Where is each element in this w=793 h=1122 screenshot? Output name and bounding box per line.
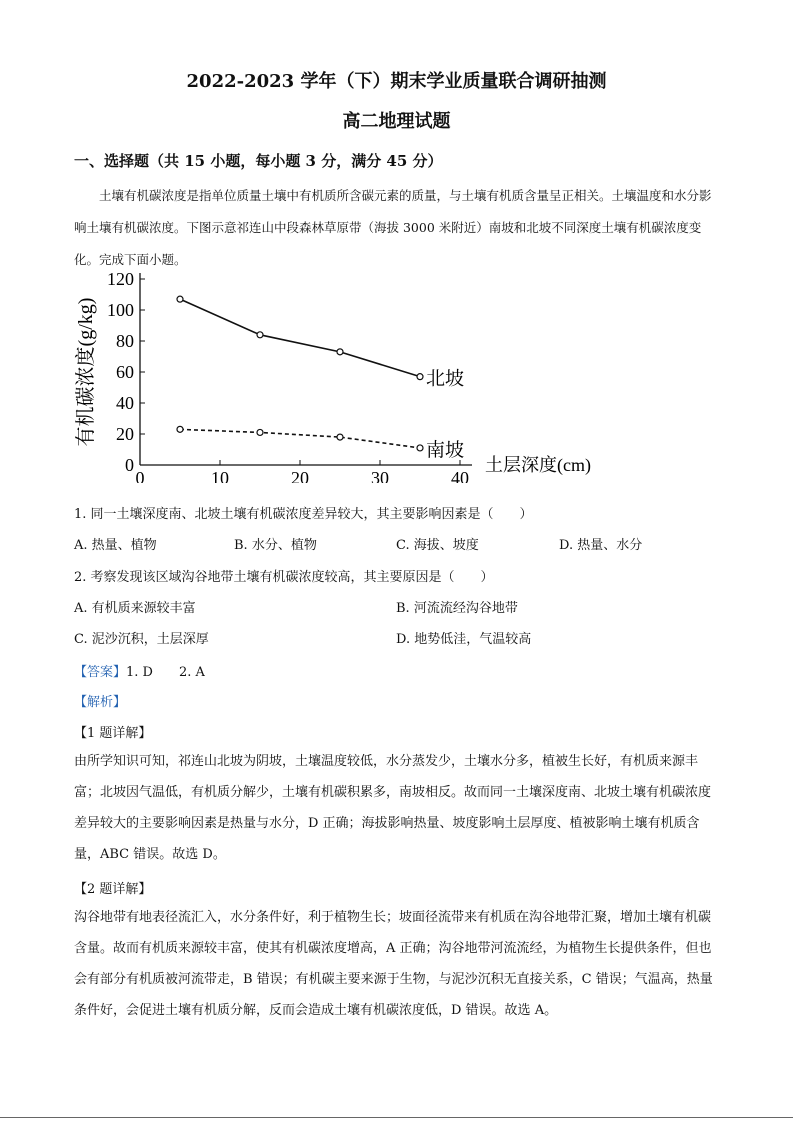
detail1-heading: 【1 题详解】 <box>74 726 152 741</box>
x-axis-label: 土层深度(cm) <box>485 455 591 475</box>
answer-label: 【答案】 <box>74 665 127 680</box>
footer-divider <box>0 1117 793 1118</box>
q1-stem: 1. 同一土壤深度南、北坡土壤有机碳浓度差异较大，其主要影响因素是（ ） <box>74 507 533 522</box>
y-tick-label: 80 <box>116 331 134 351</box>
data-point <box>177 296 183 302</box>
data-point <box>257 332 263 338</box>
data-point <box>417 374 423 380</box>
q1-option-b[interactable]: B. 水分、植物 <box>234 538 317 553</box>
data-point <box>417 445 423 451</box>
data-point <box>337 434 343 440</box>
intro-paragraph: 土壤有机碳浓度是指单位质量土壤中有机质所含碳元素的质量，与土壤有机质含量呈正相关。土壤温度和水分影响土壤有机碳浓度。下图示意祁连山中段森林草原带（海拔 3000 米附近）南坡和北坡不同深度土壤有机碳浓度变化。完成下面小题。 <box>74 188 712 267</box>
q2-option-c[interactable]: C. 泥沙沉积，土层深厚 <box>74 632 209 647</box>
y-tick-label: 20 <box>116 424 134 444</box>
data-point <box>337 349 343 355</box>
detail2-text: 沟谷地带有地表径流汇入，水分条件好，利于植物生长；坡面径流带来有机质在沟谷地带汇聚，增加土壤有机碳含量。故而有机质来源较丰富，使其有机碳浓度增高，A 正确；沟谷地带河流流经，为植物生长提供条件，但也会有部分有机质被河流带走，B 错误；有机碳主要来源于生物，与泥沙沉积无直接关系，C 错误；气温高，热量条件好，会促进土壤有机质分解，反而会造成土壤有机碳浓度低，D 错误。故选 A。 <box>74 910 713 1018</box>
answer-line <box>74 661 205 680</box>
y-tick-label: 40 <box>116 393 134 413</box>
series-label: 南坡 <box>426 439 465 461</box>
data-point <box>257 429 263 435</box>
x-tick-label: 40 <box>451 468 469 483</box>
q1-option-a[interactable]: A. 热量、植物 <box>74 538 157 553</box>
carbon-chart <box>70 268 630 483</box>
page-title: 2022-2023 学年（下）期末学业质量联合调研抽测 <box>186 71 607 92</box>
y-tick-label: 0 <box>125 455 134 475</box>
y-axis-label: 有机碳浓度(g/kg) <box>75 297 97 447</box>
x-tick-label: 0 <box>135 468 145 483</box>
q1-option-c[interactable]: C. 海拔、坡度 <box>396 538 479 553</box>
page-subtitle: 高二地理试题 <box>342 111 451 132</box>
q1-option-d[interactable]: D. 热量、水分 <box>559 538 643 553</box>
series-line-north <box>180 299 420 377</box>
q2-stem: 2. 考察发现该区域沟谷地带土壤有机碳浓度较高，其主要原因是（ ） <box>74 570 494 585</box>
section-title: 一、选择题（共 15 小题，每小题 3 分，满分 45 分） <box>74 152 443 170</box>
y-tick-label: 100 <box>107 300 134 320</box>
analysis-label: 【解析】 <box>74 695 127 710</box>
detail1-text: 由所学知识可知，祁连山北坡为阴坡，土壤温度较低，水分蒸发少，土壤水分多，植被生长好，有机质来源丰富；北坡因气温低，有机质分解少，土壤有机碳积累多，南坡相反。故而同一土壤深度南、北坡土壤有机碳浓度差异较大的主要影响因素是热量与水分，D 正确；海拔影响热量、坡度影响土层厚度、植被影响土壤有机质含量，ABC 错误。故选 D。 <box>74 754 712 862</box>
data-point <box>177 426 183 432</box>
y-tick-label: 60 <box>116 362 134 382</box>
x-tick-label: 10 <box>211 468 229 483</box>
series-label: 北坡 <box>426 368 465 390</box>
x-tick-label: 20 <box>291 468 309 483</box>
q2-option-d[interactable]: D. 地势低洼，气温较高 <box>396 632 532 647</box>
q2-option-a[interactable]: A. 有机质来源较丰富 <box>74 601 196 616</box>
y-tick-label: 120 <box>107 269 134 289</box>
q2-option-b[interactable]: B. 河流流经沟谷地带 <box>396 601 518 616</box>
answer-text: 1. D 2. A <box>126 665 205 680</box>
series-line-south <box>180 429 420 448</box>
detail2-heading: 【2 题详解】 <box>74 882 152 897</box>
x-tick-label: 30 <box>371 468 389 483</box>
